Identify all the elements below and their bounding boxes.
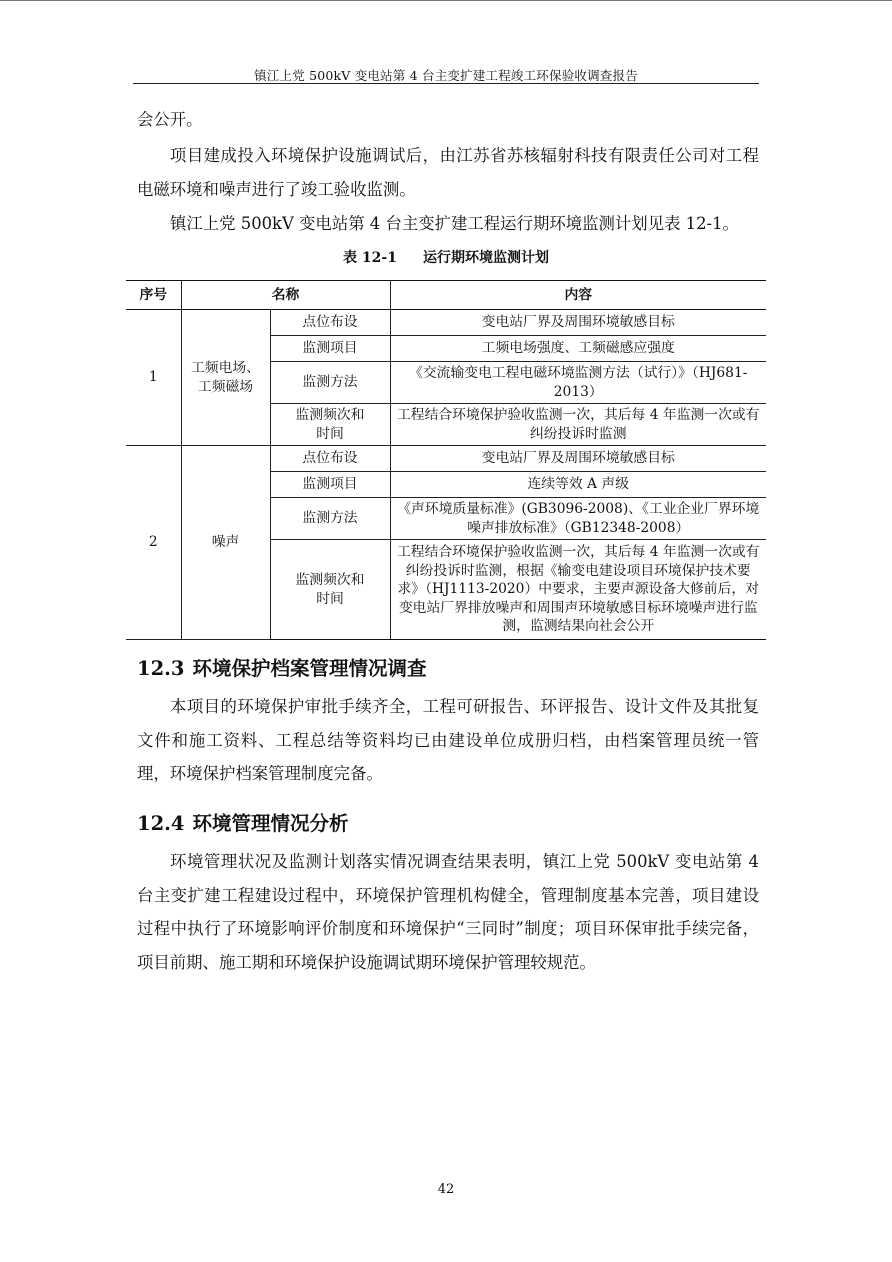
header-index: 序号 [126, 281, 181, 310]
header-name: 名称 [181, 281, 390, 310]
row-item: 点位布设 [270, 446, 390, 472]
section-heading-12-4 [137, 812, 349, 836]
row-content: 工程结合环境保护验收监测一次，其后每 4 年监测一次或有纠纷投诉时监测，根据《输变电建设项目环境保护技术要求》（HJ1113-2020）中要求，主要声源设备大修前后，对变电站厂界排放噪声和周围声环境敏感目标环境噪声进行监测，监测结果向社会公开 [390, 540, 766, 640]
section-number: 12.4 [137, 812, 185, 835]
row-item: 监测频次和时间 [270, 540, 390, 640]
row-item: 监测频次和时间 [270, 404, 390, 446]
row-content: 变电站厂界及周围环境敏感目标 [390, 446, 766, 472]
row-item: 监测方法 [270, 362, 390, 404]
section-number: 12.3 [137, 657, 185, 680]
section-title: 环境管理情况分析 [192, 812, 349, 835]
group-name: 工频电场、工频磁场 [181, 310, 270, 446]
section-12-4-body: 环境管理状况及监测计划落实情况调查结果表明，镇江上党 500kV 变电站第 4 台主变扩建工程建设过程中，环境保护管理机构健全，管理制度基本完善，项目建设过程中执行了环境影响评价制度和环境保护“三同时”制度；项目环保审批手续完备，项目前期、施工期和环境保护设施调试期环境保护管理较规范。 [137, 852, 759, 972]
section-12-3-body: 本项目的环境保护审批手续齐全，工程可研报告、环评报告、设计文件及其批复文件和施工资料、工程总结等资料均已由建设单位成册归档，由档案管理员统一管理，环境保护档案管理制度完备。 [137, 697, 759, 783]
table-caption [133, 249, 759, 267]
running-header: 镇江上党 500kV 变电站第 4 台主变扩建工程竣工环保验收调查报告 [254, 68, 638, 83]
group-index: 1 [126, 310, 181, 446]
group-name: 噪声 [181, 446, 270, 640]
section-heading-12-3 [137, 657, 427, 681]
paragraph-continuation: 会公开。 [137, 110, 203, 129]
row-content: 工程结合环境保护验收监测一次，其后每 4 年监测一次或有纠纷投诉时监测 [390, 404, 766, 446]
table-header-row [126, 281, 766, 310]
row-content: 变电站厂界及周围环境敏感目标 [390, 310, 766, 336]
row-content: 连续等效 A 声级 [390, 472, 766, 498]
table-row [126, 310, 766, 336]
header-content: 内容 [390, 281, 766, 310]
page-number: 42 [437, 1182, 455, 1197]
row-item: 点位布设 [270, 310, 390, 336]
page-top-border [0, 0, 892, 1]
table-caption-number: 表 12-1 [343, 250, 397, 266]
table-caption-title: 运行期环境监测计划 [422, 250, 549, 266]
row-content: 《交流输变电工程电磁环境监测方法（试行）》（HJ681-2013） [390, 362, 766, 404]
monitoring-plan-table [126, 280, 766, 640]
section-title: 环境保护档案管理情况调查 [192, 657, 427, 680]
row-item: 监测项目 [270, 472, 390, 498]
row-content: 《声环境质量标准》(GB3096-2008)、《工业企业厂界环境噪声排放标准》（GB12348-2008） [390, 498, 766, 540]
row-item: 监测方法 [270, 498, 390, 540]
paragraph-monitoring-unit: 项目建成投入环境保护设施调试后，由江苏省苏核辐射科技有限责任公司对工程电磁环境和噪声进行了竣工验收监测。 [137, 146, 759, 199]
header-rule [133, 83, 759, 84]
group-index: 2 [126, 446, 181, 640]
table-row [126, 446, 766, 472]
row-content: 工频电场强度、工频磁感应强度 [390, 336, 766, 362]
row-item: 监测项目 [270, 336, 390, 362]
paragraph-table-intro: 镇江上党 500kV 变电站第 4 台主变扩建工程运行期环境监测计划见表 12-1。 [170, 214, 739, 233]
